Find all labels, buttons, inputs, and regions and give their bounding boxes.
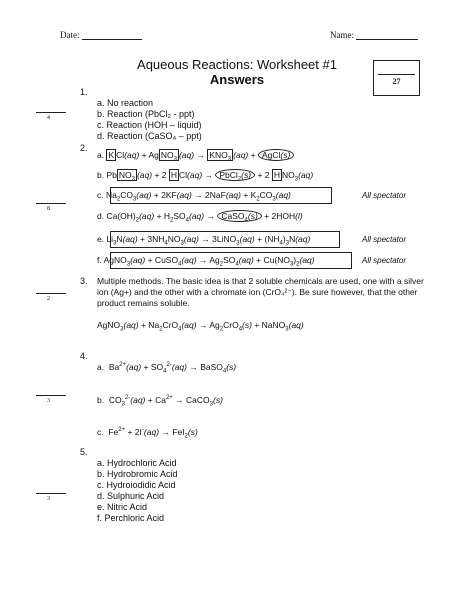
- q4-reaction-b: b. $CO_3^{2-}(aq) + Ca^{2+}$ → CaCO$_3$(s): [97, 395, 223, 408]
- q5-item-f: f. Perchloric Acid: [97, 513, 165, 523]
- q2-reaction-f: f. AgNO$_3$(aq) + CuSO$_4$(aq) → $Ag_2SO_4(aq) + Cu(NO_3)_2(aq)$: [97, 255, 315, 268]
- q2-reaction-c: c. $Na_2CO_3(aq) + 2KF(aq) \to 2NaF(aq) + K_2CO_3(aq)$: [97, 190, 291, 203]
- worksheet-subtitle: Answers: [209, 72, 265, 87]
- q5-item-e: e. Nitric Acid: [97, 502, 148, 512]
- q4-number: 4.: [80, 351, 88, 361]
- q3-text: Multiple methods. The basic idea is that 2 soluble chemicals are used, one with a silver ion (Ag+) and the other with a chromate ion (CrO₄²⁻). Be sure however, that the other product remains soluble.: [97, 276, 424, 308]
- q3-number: 3.: [80, 276, 88, 286]
- q1-item-c: c. Reaction (HOH – liquid): [97, 120, 202, 130]
- q5-item-d: d. Sulphuric Acid: [97, 491, 165, 501]
- margin-score-q3: 2: [47, 296, 50, 302]
- q5-number: 5.: [80, 447, 88, 457]
- margin-line-q2: [36, 203, 66, 204]
- margin-score-q1: 4: [47, 115, 50, 121]
- margin-score-q4: 3: [47, 398, 50, 404]
- date-label: Date:: [60, 30, 80, 40]
- q1-item-b: b. Reaction (PbCl₂ - ppt): [97, 109, 195, 119]
- name-field: [330, 30, 418, 40]
- margin-line-q4: [36, 395, 66, 396]
- name-blank: [356, 39, 418, 40]
- q1-item-a: a. No reaction: [97, 98, 154, 108]
- margin-score-q5: 3: [47, 496, 50, 502]
- margin-line-q1: [36, 112, 66, 113]
- margin-line-q3: [36, 293, 66, 294]
- q5-item-a: a. Hydrochloric Acid: [97, 458, 177, 468]
- margin-score-q2: 8: [47, 206, 50, 212]
- q5-item-b: b. Hydrobromic Acid: [97, 469, 178, 479]
- q4-reaction-a: a. $Ba^{2+}(aq) + SO_4^{2-}(aq)$ → BaSO$_4$(s): [97, 362, 237, 375]
- q2-reaction-a: a. K Cl(aq) + Ag $NO_3$ $(aq) \to KNO_3$ (aq) + AgCl(s): [97, 150, 294, 163]
- date-blank: [82, 39, 142, 40]
- q1-item-d: d. Reaction (CaSO₄ – ppt): [97, 131, 202, 141]
- q2-note-c: All spectator: [362, 191, 407, 200]
- q2-number: 2.: [80, 143, 88, 153]
- margin-line-q5: [36, 493, 66, 494]
- q2-note-e: All spectator: [362, 235, 407, 244]
- q3-reaction: AgNO$_3$(aq) + $Na_2CrO_4(aq) \to Ag_2CrO_4(s)$ + NaNO$_3$(aq): [97, 320, 304, 333]
- q5-item-c: c. Hydroiodidic Acid: [97, 480, 176, 490]
- q2-reaction-d: d. $Ca(OH)_2(aq) + H_2SO_4(aq)$ → CaSO$_4$(s) + 2HOH(l): [97, 211, 303, 224]
- name-label: Name:: [330, 30, 354, 40]
- q1-number: 1.: [80, 87, 88, 97]
- q4-reaction-c: c. $Fe^{2+} + 2I^-(aq) \to FeI_2(s)$: [97, 427, 198, 440]
- total-score: 27: [392, 77, 401, 86]
- date-field: [60, 30, 142, 40]
- total-score-box: [373, 60, 420, 96]
- q2-reaction-e: e. $Li_3N(aq) + 3NH_4NO_3(aq)$ → 3LiNO$_3$(aq) + $(NH_4)_3N(aq)$: [97, 234, 311, 247]
- score-line: [378, 74, 415, 75]
- q2-note-f: All spectator: [362, 256, 407, 265]
- q2-reaction-b: b. Pb $NO_3$ (aq) + 2 H Cl(aq) → PbCl$_2$(s) + 2 H $NO_3(aq)$: [97, 170, 314, 183]
- worksheet-title: Aqueous Reactions: Worksheet #1: [137, 57, 337, 72]
